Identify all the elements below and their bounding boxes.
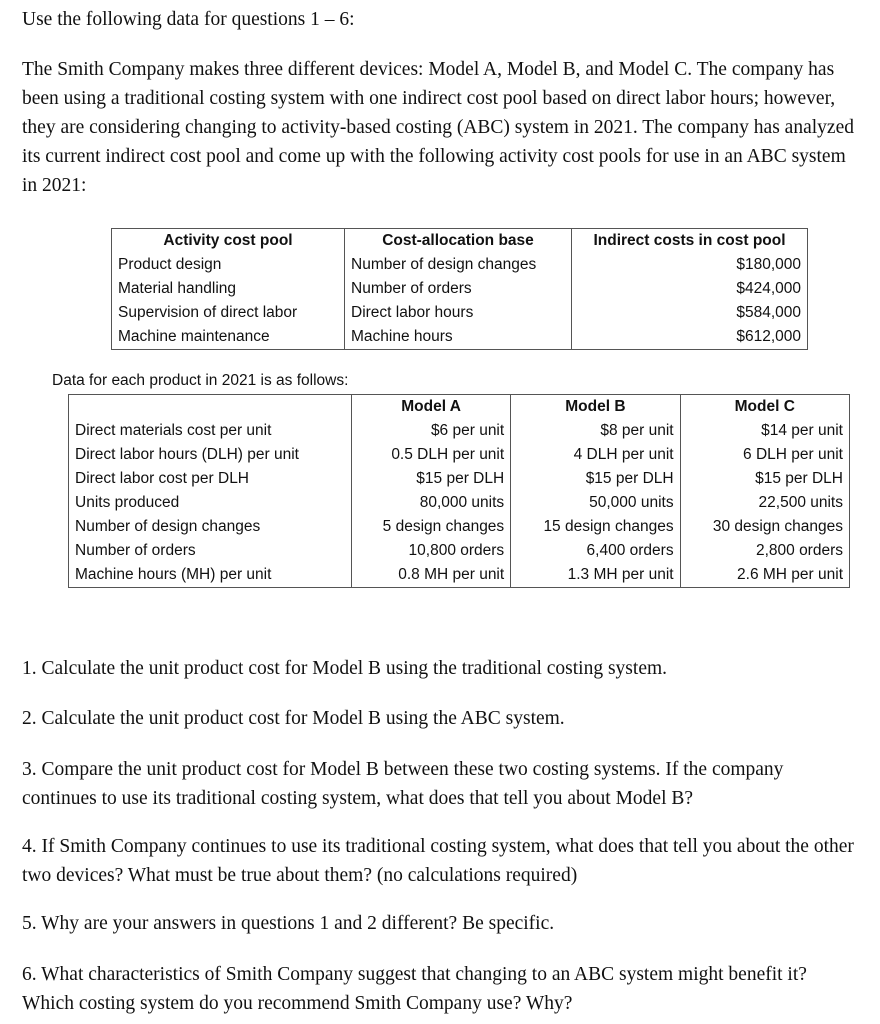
table-cell: Number of orders (345, 277, 572, 301)
question-4: 4. If Smith Company continues to use its traditional costing system, what does that tell you about the other two devices? What must be true about them? (no calculations required) (22, 836, 854, 886)
table-cell: $612,000 (572, 325, 808, 350)
table-cell: 22,500 units (680, 491, 849, 515)
table-cell: $14 per unit (680, 419, 849, 443)
table-cell: $6 per unit (352, 419, 511, 443)
row-label: Direct labor cost per DLH (69, 467, 352, 491)
row-label: Machine hours (MH) per unit (69, 563, 352, 588)
table-cell: 6,400 orders (511, 539, 680, 563)
question-5: 5. Why are your answers in questions 1 and 2 different? Be specific. (22, 913, 555, 934)
table-row (112, 253, 808, 277)
table-cell: 2.6 MH per unit (680, 563, 849, 588)
table-cell: 0.8 MH per unit (352, 563, 511, 588)
data-label: Data for each product in 2021 is as follows: (52, 372, 349, 389)
table-cell: $8 per unit (511, 419, 680, 443)
table-cell: Machine maintenance (112, 325, 345, 350)
table-row (112, 325, 808, 350)
row-label: Direct labor hours (DLH) per unit (69, 443, 352, 467)
activity-cost-pool-table (111, 228, 808, 350)
row-label: Units produced (69, 491, 352, 515)
table-cell: 50,000 units (511, 491, 680, 515)
table-header-row (69, 395, 850, 420)
table-cell: $15 per DLH (352, 467, 511, 491)
table-cell: 1.3 MH per unit (511, 563, 680, 588)
table-cell: 10,800 orders (352, 539, 511, 563)
table-cell: 4 DLH per unit (511, 443, 680, 467)
table-cell: 80,000 units (352, 491, 511, 515)
column-header: Model B (511, 395, 680, 420)
page-heading: Use the following data for questions 1 – 6: (22, 9, 355, 30)
column-header: Activity cost pool (112, 229, 345, 254)
question-2: 2. Calculate the unit product cost for Model B using the ABC system. (22, 708, 565, 729)
column-header: Indirect costs in cost pool (572, 229, 808, 254)
table-cell: $584,000 (572, 301, 808, 325)
table-cell: Supervision of direct labor (112, 301, 345, 325)
table-header-row (112, 229, 808, 254)
table-cell: Number of design changes (345, 253, 572, 277)
table-row (69, 443, 850, 467)
table-cell: Machine hours (345, 325, 572, 350)
column-header: Cost-allocation base (345, 229, 572, 254)
row-label: Direct materials cost per unit (69, 419, 352, 443)
table-cell: 15 design changes (511, 515, 680, 539)
product-data-table (68, 394, 850, 588)
table-cell: Product design (112, 253, 345, 277)
table-row (69, 563, 850, 588)
question-6: 6. What characteristics of Smith Company suggest that changing to an ABC system might benefit it? Which costing system do you recommend Smith Company use? Why? (22, 964, 807, 1014)
table-cell: $15 per DLH (511, 467, 680, 491)
question-1: 1. Calculate the unit product cost for Model B using the traditional costing system. (22, 658, 668, 679)
table-row (112, 277, 808, 301)
row-label: Number of orders (69, 539, 352, 563)
table-row (69, 419, 850, 443)
table-row (69, 539, 850, 563)
column-header: Model A (352, 395, 511, 420)
table-row (69, 491, 850, 515)
table-cell: 5 design changes (352, 515, 511, 539)
table-cell: 6 DLH per unit (680, 443, 849, 467)
table-cell: 30 design changes (680, 515, 849, 539)
table-cell: $15 per DLH (680, 467, 849, 491)
table-cell: 0.5 DLH per unit (352, 443, 511, 467)
table-cell: $424,000 (572, 277, 808, 301)
intro-paragraph: The Smith Company makes three different devices: Model A, Model B, and Model C. The company has been using a traditional costing system with one indirect cost pool based on direct labor hours; however, they are considering changing to activity-based costing (ABC) system in 2021. The company has analyzed its current indirect cost pool and come up with the following activity cost pools for use in an ABC system in 2021: (22, 59, 854, 196)
table-cell: $180,000 (572, 253, 808, 277)
column-header (69, 395, 352, 420)
row-label: Number of design changes (69, 515, 352, 539)
column-header: Model C (680, 395, 849, 420)
table-row (69, 515, 850, 539)
table-row (69, 467, 850, 491)
table-cell: 2,800 orders (680, 539, 849, 563)
question-3: 3. Compare the unit product cost for Model B between these two costing systems. If the company continues to use its traditional costing system, what does that tell you about Model B? (22, 759, 784, 809)
table-cell: Material handling (112, 277, 345, 301)
table-cell: Direct labor hours (345, 301, 572, 325)
table-row (112, 301, 808, 325)
